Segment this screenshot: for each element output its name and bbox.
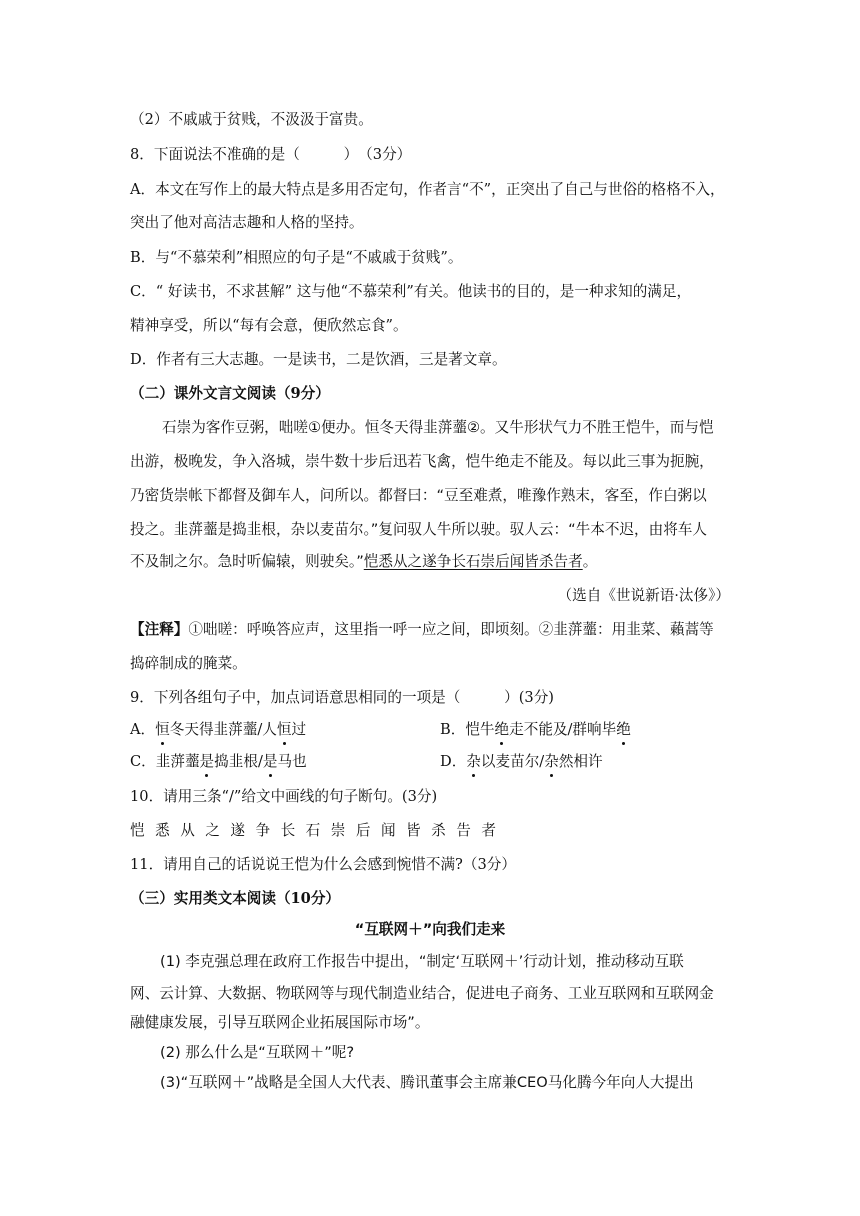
article-title: “互联网＋”向我们走来 xyxy=(354,921,506,938)
section-3-heading: （三）实用类文本阅读（10分） xyxy=(130,890,341,907)
passage-source: （选自《世说新语·汰侈》） xyxy=(557,587,730,604)
option-c xyxy=(130,753,307,770)
passage-text: 。 xyxy=(582,553,598,570)
article-paragraph-3: (3)“互联网＋”战略是全国人大代表、腾讯董事会主席兼CEO马化腾今年向人大提出 xyxy=(160,1074,694,1091)
section-2-heading: （二）课外文言文阅读（9分） xyxy=(130,385,330,402)
dotted-word: 恒 xyxy=(276,721,292,738)
option-a-label: A． xyxy=(130,721,156,738)
question-9-stem: 9．下列各组句子中，加点词语意思相同的一项是（ ）(3分) xyxy=(130,689,554,706)
annotation-label: 【注释】 xyxy=(130,621,189,638)
option-c-text: 马也 xyxy=(277,753,307,770)
passage-text: 不及制之尔。急时听偏辕，则驶矣。” xyxy=(130,553,364,570)
annotation-line-1 xyxy=(130,620,730,640)
dotted-word: 是 xyxy=(262,753,278,770)
question-9-row-1 xyxy=(130,720,730,740)
article-paragraph-2: (2) 那么什么是“互联网＋”呢? xyxy=(160,1044,355,1061)
option-b xyxy=(440,720,631,740)
underlined-sentence: 恺悉从之遂争长石崇后闻皆杀告者 xyxy=(363,553,583,570)
option-c-text: 捣韭根/ xyxy=(214,753,263,770)
dotted-word: 恒 xyxy=(155,721,170,738)
option-a xyxy=(130,721,306,738)
option-a-text: 冬天得韭蓱虀/人 xyxy=(169,721,277,738)
option-d-text: 以麦苗尔/ xyxy=(480,753,545,770)
question-11-stem: 11．请用自己的话说说王恺为什么会感到惋惜不满?（3分） xyxy=(130,856,516,873)
q7-item-2: （2）不戚戚于贫贱，不汲汲于富贵。 xyxy=(130,111,373,128)
question-8-option-b: B．与“不慕荣利”相照应的句子是“不戚戚于贫贱”。 xyxy=(130,249,463,266)
question-10-sentence: 恺悉从之遂争长石崇后闻皆杀告者 xyxy=(130,822,507,839)
article-paragraph-1-line-2: 网、云计算、大数据、物联网等与现代制造业结合，促进电子商务、工业互联网和互联网金 xyxy=(130,985,714,1002)
dotted-word: 是 xyxy=(199,753,215,770)
question-9-row-2 xyxy=(130,752,730,772)
option-b-text: 走不能及/群响毕 xyxy=(509,721,617,738)
option-d-text: 然相许 xyxy=(558,753,603,770)
question-10-stem: 10．请用三条“/”给文中画线的句子断句。(3分) xyxy=(130,788,438,805)
passage-line-5 xyxy=(130,552,730,572)
option-d xyxy=(440,752,603,772)
article-paragraph-1-line-1: (1) 李克强总理在政府工作报告中提出，“制定‘互联网＋’行动计划，推动移动互联 xyxy=(160,953,684,970)
option-a-text: 过 xyxy=(291,721,307,738)
dotted-word: 杂 xyxy=(544,753,559,770)
question-8-option-d: D．作者有三大志趣。一是读书，二是饮酒，三是著文章。 xyxy=(130,351,507,368)
dotted-word: 绝 xyxy=(494,721,510,738)
question-8-option-c-line-2: 精神享受，所以“每有会意，便欣然忘食”。 xyxy=(130,317,408,334)
passage-line-1: 石崇为客作豆粥，咄嗟①便办。恒冬天得韭蓱虀②。又牛形状气力不胜王恺牛，而与恺 xyxy=(162,419,714,436)
question-8-option-a-line-1: A．本文在写作上的最大特点是多用否定句，作者言“不”，正突出了自己与世俗的格格不入， xyxy=(130,181,725,198)
option-d-label: D． xyxy=(440,753,467,770)
option-b-label: B．恺牛 xyxy=(440,721,495,738)
annotation-text: ①咄嗟：呼唤答应声，这里指一呼一应之间，即顷刻。②韭蓱虀：用韭菜、藾蒿等 xyxy=(188,621,714,638)
question-8-stem: 8．下面说法不准确的是（ ） （3分） xyxy=(130,146,412,163)
passage-line-4: 投之。韭蓱虀是捣韭根，杂以麦苗尔。”复问驭人牛所以驶。驭人云：“牛本不迟，由将车人 xyxy=(130,521,707,538)
dotted-word: 杂 xyxy=(466,753,481,770)
passage-line-2: 出游，极晚发，争入洛城，崇牛数十步后迅若飞禽，恺牛绝走不能及。每以此三事为扼腕， xyxy=(130,453,714,470)
question-8-option-c-line-1: C．“ 好读书，不求甚解” 这与他“不慕荣利”有关。他读书的目的，是一种求知的满足， xyxy=(130,283,692,300)
annotation-line-2: 捣碎制成的腌菜。 xyxy=(130,655,247,672)
article-paragraph-1-line-3: 融健康发展，引导互联网企业拓展国际市场”。 xyxy=(130,1014,430,1031)
dotted-word: 绝 xyxy=(616,721,631,738)
passage-line-3: 乃密货崇帐下都督及御车人，问所以。都督曰：“豆至难煮，唯豫作熟末，客至，作白粥以 xyxy=(130,487,707,504)
option-c-label: C．韭蓱虀 xyxy=(130,753,200,770)
question-8-option-a-line-2: 突出了他对高洁志趣和人格的坚持。 xyxy=(130,214,364,231)
